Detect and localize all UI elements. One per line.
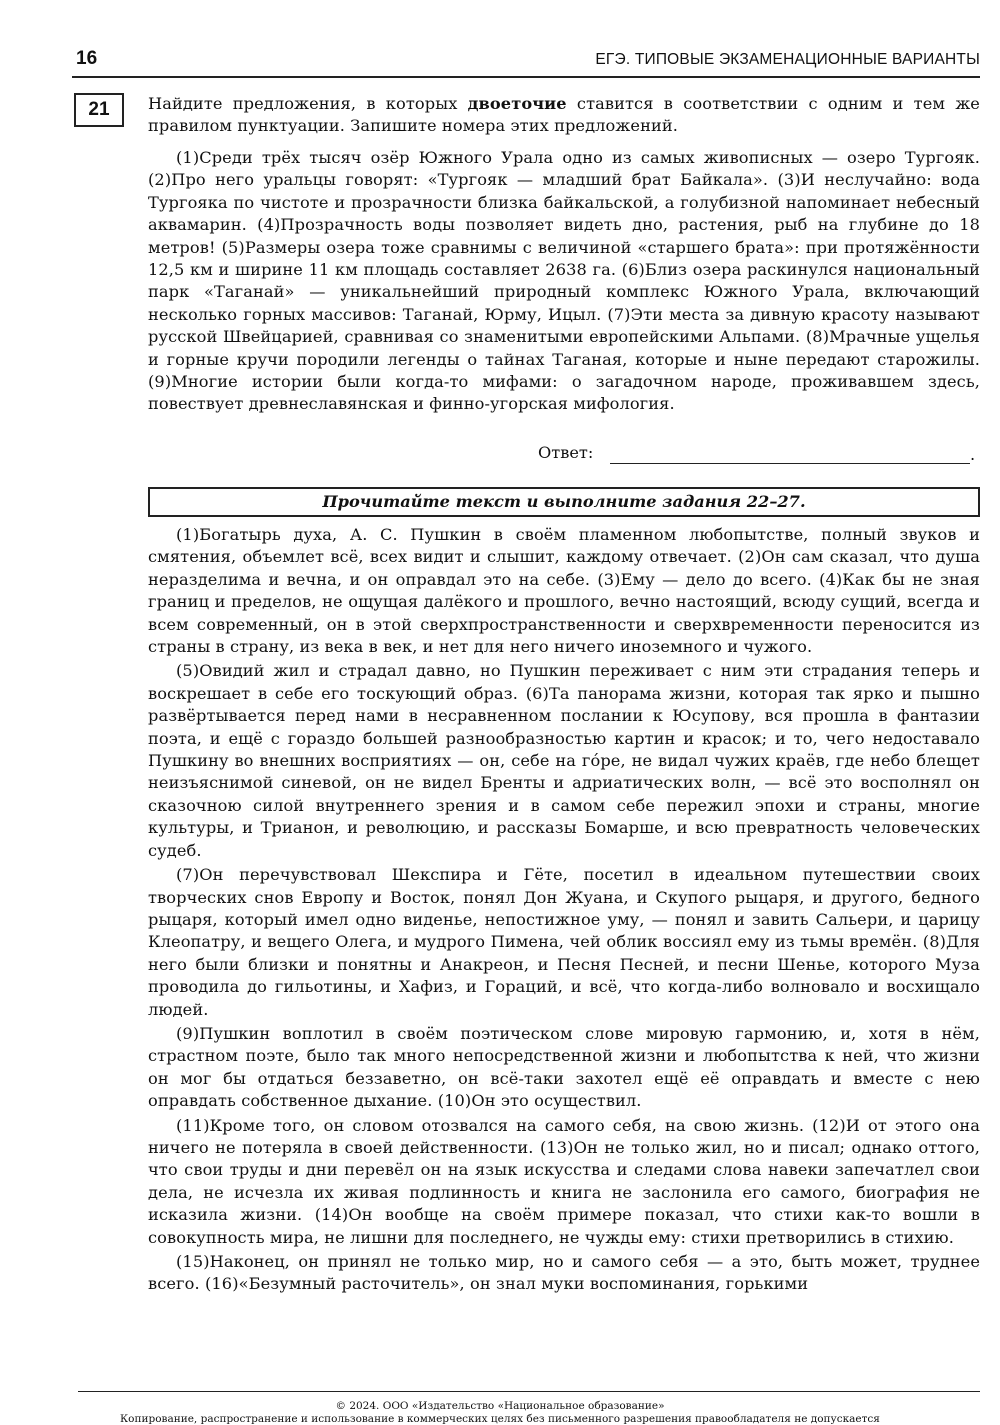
footer-divider [78, 1391, 980, 1392]
reading-paragraph: (5)Овидий жил и страдал давно, но Пушкин переживает с ним эти страдания теперь и воскрешает в себе его тоскующий образ. (6)Та панорама жизни, которая так ярко и пышно развёртывается перед нами в несравненном послании к Юсупову, вся прошла в фантазии поэта, и ещё с гораздо большей разнообразностью картин и красок; и то, чего недоставало Пушкину во внешних восприятиях — он, себе на го́ре, не видал чужих краёв, где небо блещет неизъяснимой синевой, он не видел Бренты и адриатических волн, — всё это восполнял он сказочною силой внутреннего зрения и в самом себе пережил эпохи и страны, многие культуры, и Трианон, и революцию, и рассказы Бомарше, и всю превратность человеческих судеб. [148, 661, 980, 860]
header-divider [72, 76, 980, 78]
footer-copyright: © 2024. ООО «Издательство «Национальное образование» [335, 1400, 665, 1412]
task-question-start: Найдите предложения, в которых [148, 94, 468, 113]
footer-legal-notice: Копирование, распространение и использование в коммерческих целях без письменного разрешения правообладателя не допускается [120, 1413, 880, 1425]
reading-paragraph: (1)Богатырь духа, А. С. Пушкин в своём пламенном любопытстве, полный звуков и смятения, объемлет всё, всех видит и слышит, каждому отвечает. (2)Он сам сказал, что душа неразделима и вечна, и он оправдал это на себе. (3)Ему — дело до всего. (4)Как бы не зная границ и пределов, не ощущая далёкого и прошлого, вечно настоящий, всюду сущий, всегда и всем современный, он в этой сверхпространственности и сверхвременности переносится из страны в страну, из века в век, и нет для него ничего иноземного и чужого. [148, 525, 980, 657]
running-header-title: ЕГЭ. ТИПОВЫЕ ЭКЗАМЕНАЦИОННЫЕ ВАРИАНТЫ [595, 51, 980, 68]
task-number-box: 21 [74, 93, 124, 127]
task-question-end: ставится в соответствии с одним и тем же правилом пунктуации. Запишите номера этих предложений. [148, 94, 980, 136]
task-question-keyword: двоеточие [467, 94, 567, 113]
reading-text [148, 524, 980, 1296]
answer-period: . [970, 445, 976, 464]
task-question [148, 93, 980, 138]
answer-row [538, 443, 980, 462]
reading-paragraph: (15)Наконец, он принял не только мир, но и самого себя — а это, быть может, труднее всего. (16)«Безумный расточитель», он знал муки воспоминания, горькими [148, 1252, 980, 1294]
reading-paragraph: (9)Пушкин воплотил в своём поэтическом слове мировую гармонию, и, хотя в нём, страстном поэте, было так много непосредственной жизни и любопытства к ней, что жизни он мог бы отдаться беззаветно, он всё-таки захотел ещё её оправдать и вместе с нею оправдать собственное дыхание. (10)Он это осуществил. [148, 1023, 980, 1111]
answer-input-line[interactable] [610, 463, 970, 464]
task-paragraph: (1)Среди трёх тысяч озёр Южного Урала одно из самых живописных — озеро Тургояк. (2)Про него уральцы говорят: «Тургояк — младший брат Байкала». (3)И неслучайно: вода Тургояка по чистоте и прозрачности близка байкальской, а голубизной напоминает небесный аквамарин. (4)Прозрачность воды позволяет видеть дно, растения, рыб на глубине до 18 метров! (5)Размеры озера тоже сравнимы с величиной «старшего брата»: при протяжённости 12,5 км и ширине 11 км площадь составляет 2638 га. (6)Близ озера раскинулся национальный парк «Таганай» — уникальнейший природный комплекс Южного Урала, включающий несколько горных массивов: Таганай, Юрму, Ицыл. (7)Эти места за дивную красоту называют русской Швейцарией, сравнивая со знаменитыми европейскими Альпами. (8)Мрачные ущелья и горные кручи породили легенды о тайнах Таганая, которые и ныне передают старожилы. (9)Многие истории были когда-то мифами: о загадочном народе, проживавшем здесь, повествует древнеславянская и финно-угорская мифология. [148, 148, 980, 414]
answer-label: Ответ: [538, 443, 594, 462]
reading-paragraph: (7)Он перечувствовал Шекспира и Гёте, посетил в идеальном путешествии своих творческих снов Европу и Восток, понял Дон Жуана, и Скупого рыцаря, и другого, бедного рыцаря, который имел одно виденье, непостижное уму, — понял и завить Сальери, и царицу Клеопатру, и вещего Олега, и мудрого Пимена, чей облик воссиял ему из тьмы времён. (8)Для него были близки и понятны и Анакреон, и Песня Песней, и песни Шенье, которого Муза проводила до гильотины, и Хафиз, и Гораций, и всё, что когда-либо волновало и восхищало людей. [148, 865, 980, 1019]
page-number: 16 [76, 48, 98, 69]
reading-instruction: Прочитайте текст и выполните задания 22–27. [148, 487, 980, 517]
task-source-text [148, 147, 980, 416]
reading-paragraph: (11)Кроме того, он словом отозвался на самого себя, на свою жизнь. (12)И от этого она ничего не потеряла в своей действенности. (13)Он не только жил, но и писал; однако оттого, что свои труды и дни перевёл он на язык искусства и следами слова навеки запечатлел свои дела, не исчезла их живая подлинность и книга не заслонила его самого, биография не исказила жизни. (14)Он вообще на своём примере показал, что стихи как-то вошли в совокупность мира, не лишни для последнего, не чужды ему: стихи претворились в стихию. [148, 1115, 980, 1247]
